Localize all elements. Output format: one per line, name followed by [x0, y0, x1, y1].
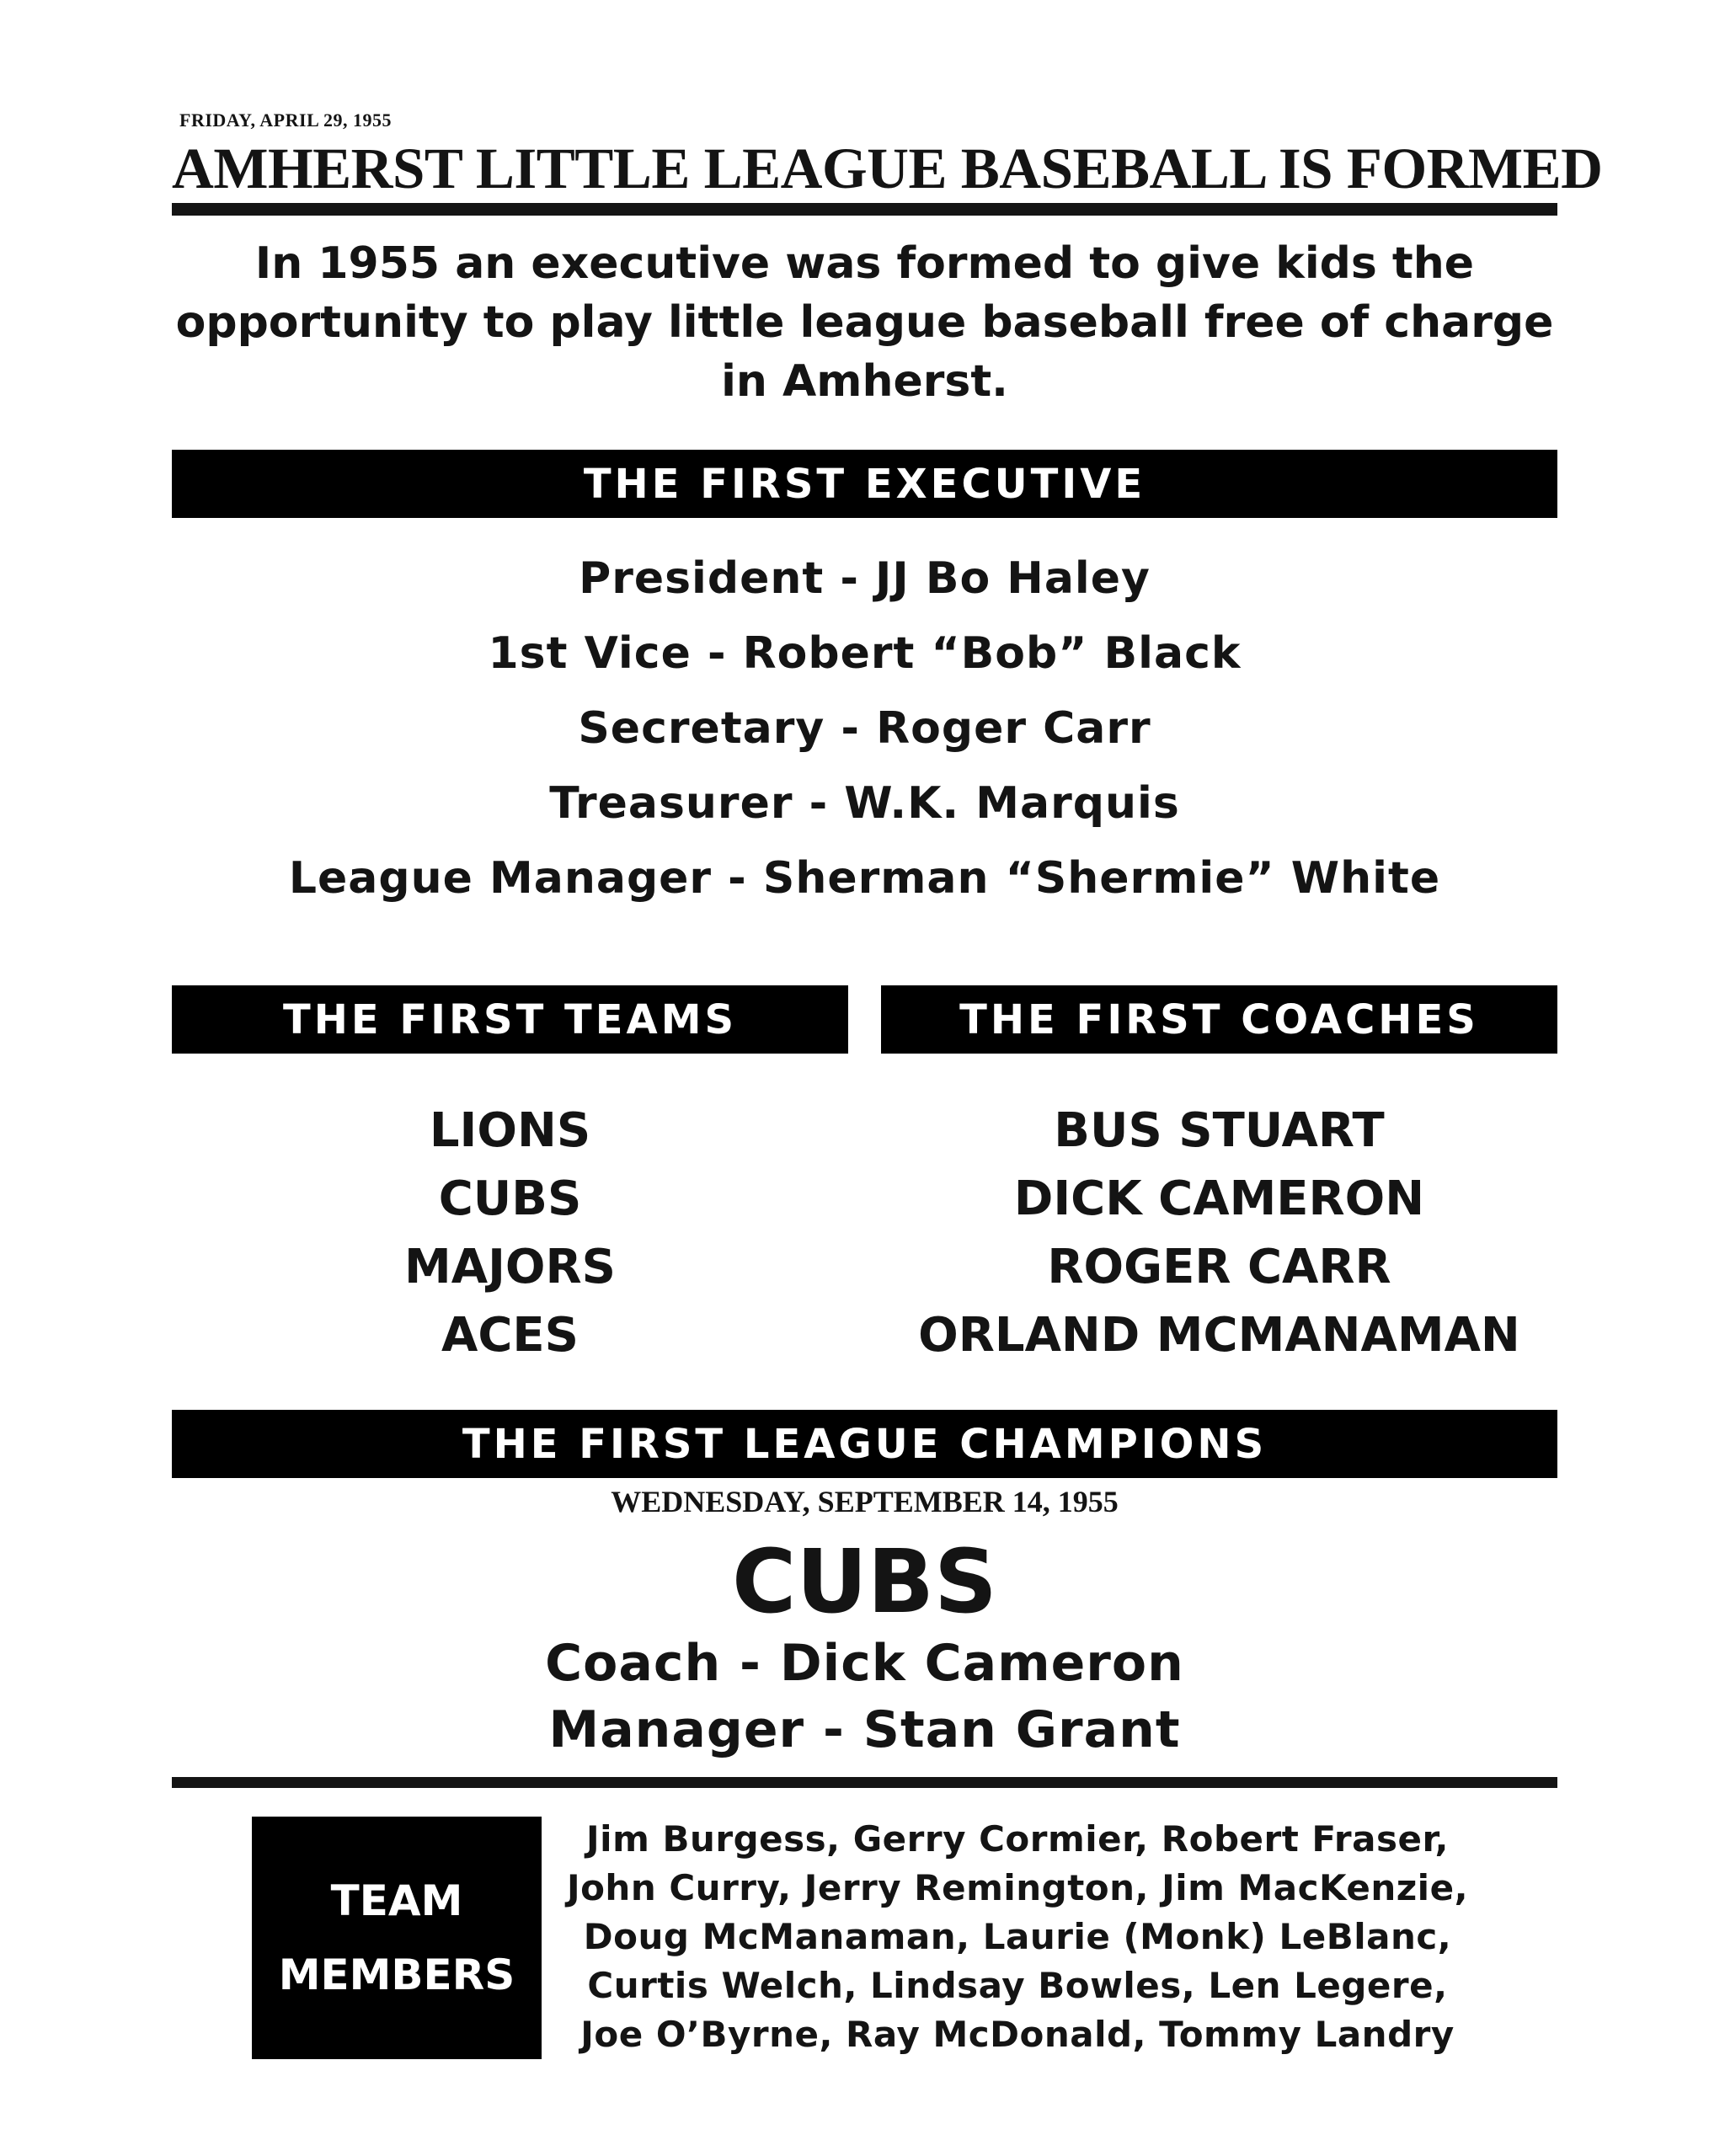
team-members-line: Jim Burgess, Gerry Cormier, Robert Fraser,: [586, 1818, 1449, 1860]
coaches-heading-bar: [881, 985, 1557, 1054]
executive-member: Treasurer - W.K. Marquis: [549, 778, 1180, 829]
executive-heading-bar: [172, 450, 1557, 518]
executive-heading: THE FIRST EXECUTIVE: [583, 460, 1146, 508]
champions-date: WEDNESDAY, SEPTEMBER 14, 1955: [611, 1485, 1119, 1518]
champion-coach: Coach - Dick Cameron: [545, 1634, 1184, 1693]
intro-line: In 1955 an executive was formed to give kids the: [254, 238, 1475, 289]
team-name: ACES: [441, 1308, 579, 1363]
executive-member: League Manager - Sherman “Shermie” White: [288, 853, 1441, 904]
coaches-heading: THE FIRST COACHES: [959, 995, 1479, 1043]
team-name: CUBS: [438, 1171, 582, 1226]
coaches-list: [881, 1097, 1557, 1369]
champion-team: CUBS: [732, 1530, 997, 1633]
coach-name: ROGER CARR: [1047, 1240, 1391, 1294]
section-rule: [172, 1777, 1557, 1788]
dateline: FRIDAY, APRIL 29, 1955: [179, 109, 393, 131]
team-members-label-box: [252, 1817, 542, 2059]
executive-list: [172, 542, 1557, 916]
headline: AMHERST LITTLE LEAGUE BASEBALL IS FORMED: [172, 136, 1603, 200]
headline-rule: [172, 203, 1557, 216]
executive-member: President - JJ Bo Haley: [579, 553, 1151, 604]
intro-paragraph: [172, 234, 1557, 411]
team-members-label: TEAM: [330, 1876, 463, 1925]
coach-name: ORLAND MCMANAMAN: [918, 1308, 1520, 1363]
champions-heading: THE FIRST LEAGUE CHAMPIONS: [462, 1420, 1268, 1468]
champions-heading-bar: [172, 1410, 1557, 1478]
teams-list: [172, 1097, 848, 1369]
team-members-line: Joe O’Byrne, Ray McDonald, Tommy Landry: [580, 2014, 1455, 2055]
champion-manager: Manager - Stan Grant: [548, 1700, 1181, 1759]
team-members-label: MEMBERS: [278, 1951, 515, 1999]
teams-heading: THE FIRST TEAMS: [282, 995, 738, 1043]
teams-heading-bar: [172, 985, 848, 1054]
intro-line: opportunity to play little league baseball free of charge: [175, 297, 1554, 348]
intro-line: in Amherst.: [721, 356, 1008, 407]
team-members-line: John Curry, Jerry Remington, Jim MacKenzie,: [566, 1867, 1469, 1908]
team-members-line: Curtis Welch, Lindsay Bowles, Len Legere,: [587, 1965, 1448, 2006]
executive-member: 1st Vice - Robert “Bob” Black: [488, 628, 1242, 679]
team-name: MAJORS: [404, 1240, 616, 1294]
executive-member: Secretary - Roger Carr: [578, 703, 1151, 754]
coach-name: BUS STUART: [1054, 1103, 1385, 1158]
team-members-list: [542, 1815, 1493, 2059]
team-members-line: Doug McManaman, Laurie (Monk) LeBlanc,: [583, 1916, 1452, 1957]
team-name: LIONS: [429, 1103, 591, 1158]
coach-name: DICK CAMERON: [1013, 1171, 1425, 1226]
